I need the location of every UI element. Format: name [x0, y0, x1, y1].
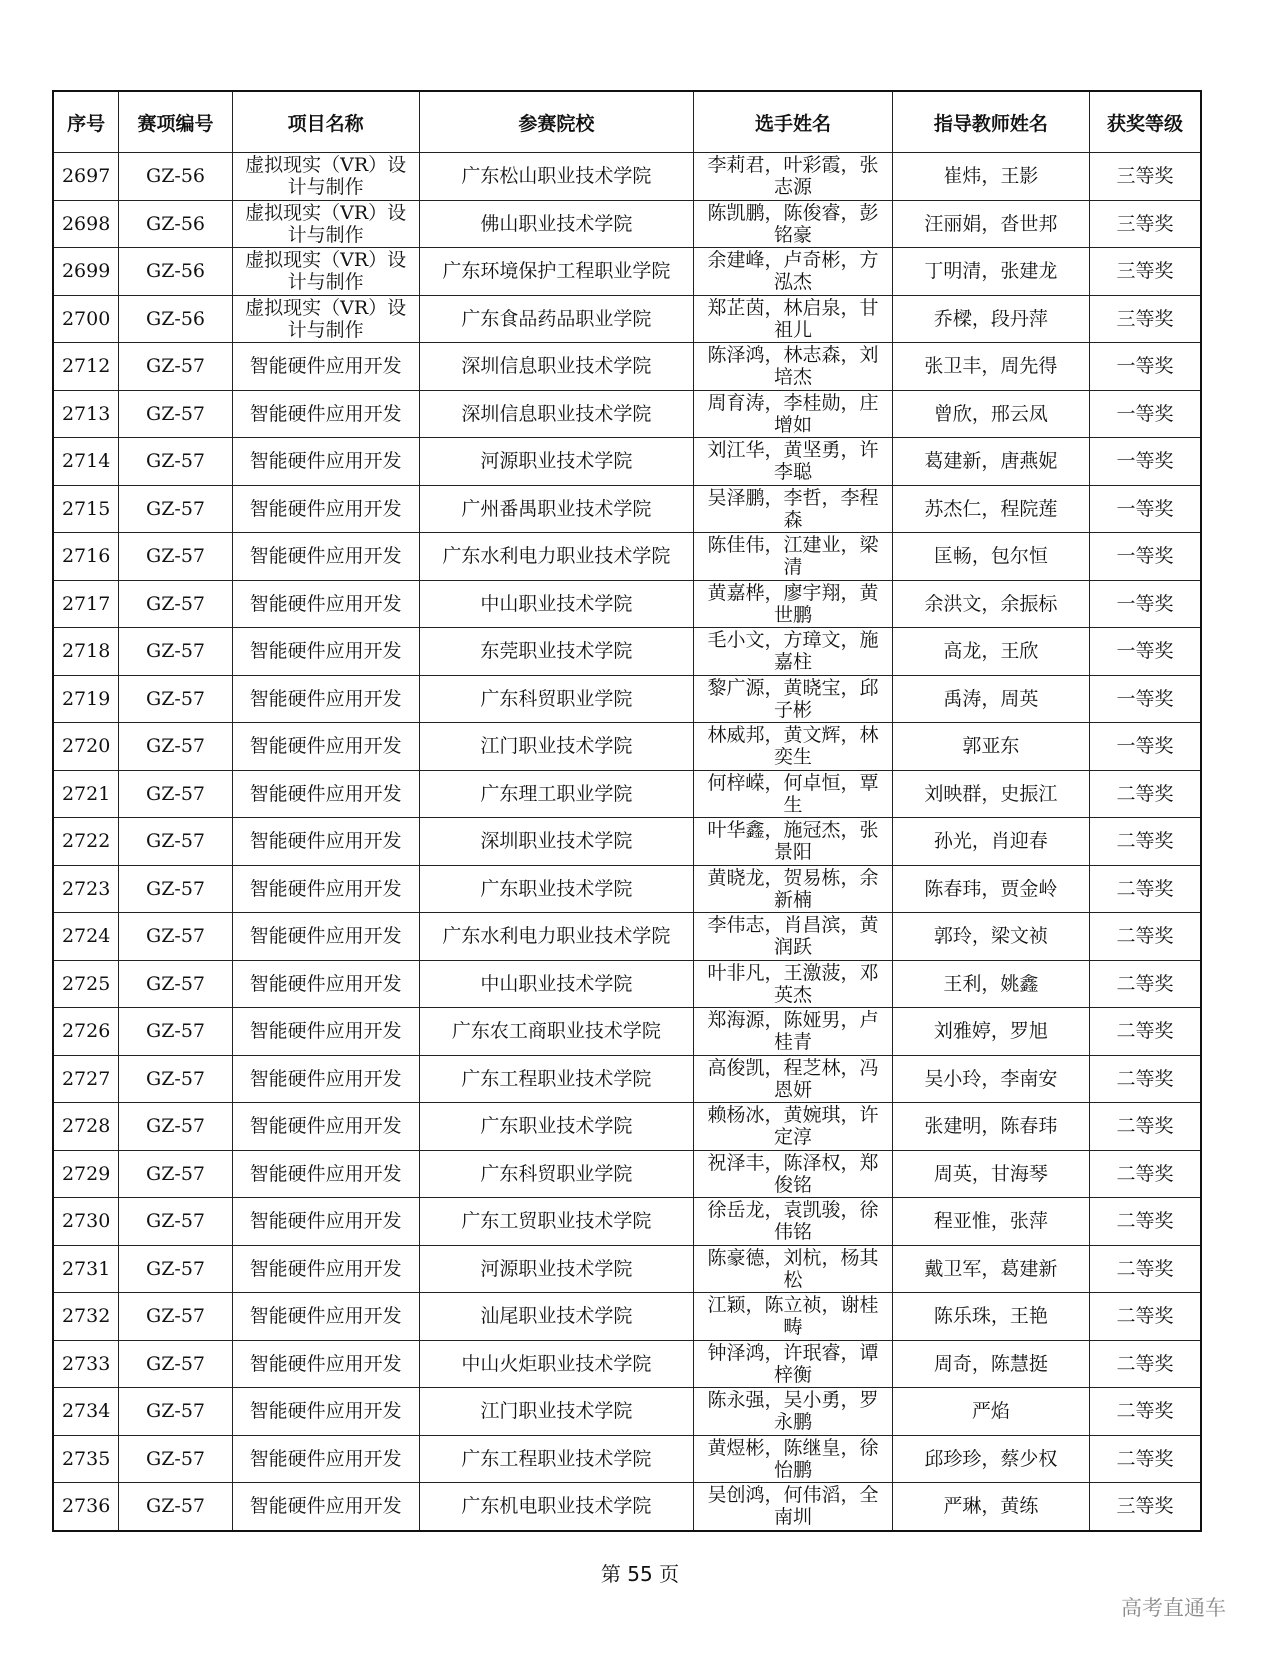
award-level-cell: 一等奖 [1090, 675, 1201, 723]
school-cell: 广东工贸职业技术学院 [419, 1198, 694, 1246]
project-name-cell: 智能硬件应用开发 [232, 1340, 419, 1388]
award-level-cell: 三等奖 [1090, 153, 1201, 201]
project-name-cell: 智能硬件应用开发 [232, 770, 419, 818]
event-code-cell: GZ-56 [119, 153, 233, 201]
school-cell: 广州番禺职业技术学院 [419, 485, 694, 533]
table-row [53, 675, 1201, 723]
instructors-cell: 周奇，陈慧挺 [892, 1340, 1089, 1388]
contestants-cell: 林威邦，黄文辉，林奕生 [694, 723, 892, 771]
project-name-cell: 虚拟现实（VR）设计与制作 [232, 295, 419, 343]
event-code-cell: GZ-57 [119, 723, 233, 771]
school-cell: 广东机电职业技术学院 [419, 1483, 694, 1531]
school-cell: 广东工程职业技术学院 [419, 1055, 694, 1103]
table-row [53, 295, 1201, 343]
award-level-cell: 一等奖 [1090, 628, 1201, 676]
instructors-cell: 曾欣，邢云凤 [892, 390, 1089, 438]
table-row [53, 485, 1201, 533]
table-row [53, 1103, 1201, 1151]
serial-cell: 2719 [53, 675, 119, 723]
project-name-cell: 智能硬件应用开发 [232, 960, 419, 1008]
project-name-cell: 智能硬件应用开发 [232, 485, 419, 533]
col-header-instructors: 指导教师姓名 [892, 91, 1089, 153]
serial-cell: 2721 [53, 770, 119, 818]
instructors-cell: 高龙，王欣 [892, 628, 1089, 676]
project-name-cell: 智能硬件应用开发 [232, 723, 419, 771]
award-level-cell: 二等奖 [1090, 1103, 1201, 1151]
award-level-cell: 二等奖 [1090, 1388, 1201, 1436]
instructors-cell: 余洪文，余振标 [892, 580, 1089, 628]
contestants-cell: 陈凯鹏，陈俊睿，彭铭豪 [694, 200, 892, 248]
school-cell: 广东理工职业学院 [419, 770, 694, 818]
serial-cell: 2715 [53, 485, 119, 533]
contestants-cell: 叶非凡，王激菠，邓英杰 [694, 960, 892, 1008]
award-level-cell: 三等奖 [1090, 200, 1201, 248]
serial-cell: 2713 [53, 390, 119, 438]
col-header-event-code: 赛项编号 [119, 91, 233, 153]
table-header-row [53, 91, 1201, 153]
table-row [53, 1245, 1201, 1293]
award-level-cell: 二等奖 [1090, 1150, 1201, 1198]
page-number: 第 55 页 [600, 1562, 680, 1586]
instructors-cell: 王利，姚鑫 [892, 960, 1089, 1008]
table-row [53, 1340, 1201, 1388]
project-name-cell: 智能硬件应用开发 [232, 1198, 419, 1246]
project-name-cell: 智能硬件应用开发 [232, 580, 419, 628]
serial-cell: 2726 [53, 1008, 119, 1056]
table-row [53, 770, 1201, 818]
serial-cell: 2698 [53, 200, 119, 248]
table-row [53, 818, 1201, 866]
table-row [53, 1435, 1201, 1483]
project-name-cell: 智能硬件应用开发 [232, 438, 419, 486]
project-name-cell: 智能硬件应用开发 [232, 1103, 419, 1151]
contestants-cell: 高俊凯，程芝林，冯恩妍 [694, 1055, 892, 1103]
table-row [53, 1150, 1201, 1198]
event-code-cell: GZ-57 [119, 580, 233, 628]
project-name-cell: 智能硬件应用开发 [232, 533, 419, 581]
instructors-cell: 孙光，肖迎春 [892, 818, 1089, 866]
instructors-cell: 郭亚东 [892, 723, 1089, 771]
school-cell: 广东科贸职业学院 [419, 1150, 694, 1198]
table-row [53, 1483, 1201, 1531]
school-cell: 佛山职业技术学院 [419, 200, 694, 248]
instructors-cell: 苏杰仁，程院莲 [892, 485, 1089, 533]
school-cell: 中山火炬职业技术学院 [419, 1340, 694, 1388]
instructors-cell: 刘映群，史振江 [892, 770, 1089, 818]
instructors-cell: 张卫丰，周先得 [892, 343, 1089, 391]
instructors-cell: 严焰 [892, 1388, 1089, 1436]
serial-cell: 2717 [53, 580, 119, 628]
contestants-cell: 陈豪德，刘杭，杨其松 [694, 1245, 892, 1293]
event-code-cell: GZ-57 [119, 1103, 233, 1151]
serial-cell: 2734 [53, 1388, 119, 1436]
contestants-cell: 李伟志，肖昌滨，黄润跃 [694, 913, 892, 961]
school-cell: 广东科贸职业学院 [419, 675, 694, 723]
table-row [53, 960, 1201, 1008]
table-body [53, 153, 1201, 1531]
event-code-cell: GZ-57 [119, 1245, 233, 1293]
project-name-cell: 智能硬件应用开发 [232, 675, 419, 723]
serial-cell: 2700 [53, 295, 119, 343]
school-cell: 深圳职业技术学院 [419, 818, 694, 866]
instructors-cell: 葛建新，唐燕妮 [892, 438, 1089, 486]
event-code-cell: GZ-57 [119, 770, 233, 818]
event-code-cell: GZ-57 [119, 533, 233, 581]
instructors-cell: 张建明，陈春玮 [892, 1103, 1089, 1151]
contestants-cell: 黎广源，黄晓宝，邱子彬 [694, 675, 892, 723]
col-header-contestants: 选手姓名 [694, 91, 892, 153]
award-level-cell: 二等奖 [1090, 1055, 1201, 1103]
table-row [53, 390, 1201, 438]
contestants-cell: 黄煜彬，陈继皇，徐怡鹏 [694, 1435, 892, 1483]
event-code-cell: GZ-57 [119, 1340, 233, 1388]
instructors-cell: 乔樑，段丹萍 [892, 295, 1089, 343]
award-level-cell: 三等奖 [1090, 295, 1201, 343]
contestants-cell: 钟泽鸿，许珉睿，谭梓衡 [694, 1340, 892, 1388]
award-level-cell: 二等奖 [1090, 1435, 1201, 1483]
serial-cell: 2723 [53, 865, 119, 913]
contestants-cell: 郑芷茵，林启泉，甘祖儿 [694, 295, 892, 343]
serial-cell: 2727 [53, 1055, 119, 1103]
table-row [53, 1008, 1201, 1056]
award-level-cell: 二等奖 [1090, 960, 1201, 1008]
instructors-cell: 陈春玮，贾金岭 [892, 865, 1089, 913]
school-cell: 河源职业技术学院 [419, 1245, 694, 1293]
instructors-cell: 丁明清，张建龙 [892, 248, 1089, 296]
project-name-cell: 虚拟现实（VR）设计与制作 [232, 200, 419, 248]
award-level-cell: 二等奖 [1090, 1008, 1201, 1056]
event-code-cell: GZ-57 [119, 913, 233, 961]
col-header-project-name: 项目名称 [232, 91, 419, 153]
event-code-cell: GZ-57 [119, 343, 233, 391]
contestants-cell: 何梓嵘，何卓恒，覃生 [694, 770, 892, 818]
table-row [53, 533, 1201, 581]
school-cell: 中山职业技术学院 [419, 960, 694, 1008]
serial-cell: 2718 [53, 628, 119, 676]
award-level-cell: 二等奖 [1090, 1245, 1201, 1293]
award-level-cell: 二等奖 [1090, 770, 1201, 818]
serial-cell: 2716 [53, 533, 119, 581]
event-code-cell: GZ-57 [119, 1293, 233, 1341]
contestants-cell: 徐岳龙，袁凯骏，徐伟铭 [694, 1198, 892, 1246]
serial-cell: 2724 [53, 913, 119, 961]
instructors-cell: 汪丽娟，沓世邦 [892, 200, 1089, 248]
instructors-cell: 戴卫军，葛建新 [892, 1245, 1089, 1293]
event-code-cell: GZ-57 [119, 818, 233, 866]
serial-cell: 2712 [53, 343, 119, 391]
col-header-school: 参赛院校 [419, 91, 694, 153]
award-level-cell: 一等奖 [1090, 485, 1201, 533]
table-row [53, 865, 1201, 913]
contestants-cell: 郑海源，陈娅男，卢桂青 [694, 1008, 892, 1056]
school-cell: 河源职业技术学院 [419, 438, 694, 486]
school-cell: 广东食品药品职业学院 [419, 295, 694, 343]
award-level-cell: 二等奖 [1090, 913, 1201, 961]
contestants-cell: 叶华鑫，施冠杰，张景阳 [694, 818, 892, 866]
serial-cell: 2736 [53, 1483, 119, 1531]
project-name-cell: 智能硬件应用开发 [232, 913, 419, 961]
award-level-cell: 三等奖 [1090, 248, 1201, 296]
event-code-cell: GZ-57 [119, 390, 233, 438]
event-code-cell: GZ-57 [119, 865, 233, 913]
instructors-cell: 程亚惟，张萍 [892, 1198, 1089, 1246]
serial-cell: 2729 [53, 1150, 119, 1198]
contestants-cell: 陈永强，吴小勇，罗永鹏 [694, 1388, 892, 1436]
project-name-cell: 智能硬件应用开发 [232, 1435, 419, 1483]
table-row [53, 153, 1201, 201]
event-code-cell: GZ-57 [119, 1055, 233, 1103]
contestants-cell: 吴泽鹏，李哲，李程森 [694, 485, 892, 533]
project-name-cell: 智能硬件应用开发 [232, 343, 419, 391]
instructors-cell: 严琳，黄练 [892, 1483, 1089, 1531]
table-row [53, 343, 1201, 391]
school-cell: 广东松山职业技术学院 [419, 153, 694, 201]
event-code-cell: GZ-57 [119, 675, 233, 723]
project-name-cell: 虚拟现实（VR）设计与制作 [232, 153, 419, 201]
watermark: 高考直通车 [1121, 1596, 1226, 1620]
award-table [52, 90, 1202, 1532]
serial-cell: 2728 [53, 1103, 119, 1151]
serial-cell: 2731 [53, 1245, 119, 1293]
contestants-cell: 江颖，陈立祯，谢桂畴 [694, 1293, 892, 1341]
contestants-cell: 李莉君，叶彩霞，张志源 [694, 153, 892, 201]
contestants-cell: 黄嘉桦，廖宇翔，黄世鹏 [694, 580, 892, 628]
event-code-cell: GZ-57 [119, 438, 233, 486]
school-cell: 广东职业技术学院 [419, 865, 694, 913]
serial-cell: 2722 [53, 818, 119, 866]
event-code-cell: GZ-56 [119, 295, 233, 343]
event-code-cell: GZ-57 [119, 1008, 233, 1056]
instructors-cell: 陈乐珠，王艳 [892, 1293, 1089, 1341]
instructors-cell: 吴小玲，李南安 [892, 1055, 1089, 1103]
instructors-cell: 崔炜，王影 [892, 153, 1089, 201]
serial-cell: 2725 [53, 960, 119, 1008]
event-code-cell: GZ-57 [119, 628, 233, 676]
contestants-cell: 余建峰，卢奇彬，方泓杰 [694, 248, 892, 296]
school-cell: 中山职业技术学院 [419, 580, 694, 628]
school-cell: 广东农工商职业技术学院 [419, 1008, 694, 1056]
project-name-cell: 智能硬件应用开发 [232, 1293, 419, 1341]
event-code-cell: GZ-57 [119, 960, 233, 1008]
event-code-cell: GZ-56 [119, 200, 233, 248]
award-level-cell: 一等奖 [1090, 533, 1201, 581]
instructors-cell: 邱珍珍，蔡少权 [892, 1435, 1089, 1483]
serial-cell: 2733 [53, 1340, 119, 1388]
school-cell: 深圳信息职业技术学院 [419, 390, 694, 438]
serial-cell: 2714 [53, 438, 119, 486]
table-row [53, 628, 1201, 676]
event-code-cell: GZ-57 [119, 1388, 233, 1436]
award-level-cell: 二等奖 [1090, 818, 1201, 866]
project-name-cell: 智能硬件应用开发 [232, 1388, 419, 1436]
instructors-cell: 匡畅，包尔恒 [892, 533, 1089, 581]
contestants-cell: 吴创鸿，何伟滔，全南圳 [694, 1483, 892, 1531]
project-name-cell: 智能硬件应用开发 [232, 390, 419, 438]
school-cell: 广东水利电力职业技术学院 [419, 913, 694, 961]
event-code-cell: GZ-57 [119, 485, 233, 533]
contestants-cell: 赖杨冰，黄婉琪，许定淳 [694, 1103, 892, 1151]
instructors-cell: 刘雅婷，罗旭 [892, 1008, 1089, 1056]
project-name-cell: 智能硬件应用开发 [232, 1483, 419, 1531]
serial-cell: 2699 [53, 248, 119, 296]
school-cell: 广东环境保护工程职业学院 [419, 248, 694, 296]
school-cell: 深圳信息职业技术学院 [419, 343, 694, 391]
table-row [53, 1293, 1201, 1341]
project-name-cell: 智能硬件应用开发 [232, 1245, 419, 1293]
table-row [53, 200, 1201, 248]
school-cell: 汕尾职业技术学院 [419, 1293, 694, 1341]
project-name-cell: 智能硬件应用开发 [232, 628, 419, 676]
instructors-cell: 周英，甘海琴 [892, 1150, 1089, 1198]
instructors-cell: 郭玲，梁文祯 [892, 913, 1089, 961]
col-header-serial: 序号 [53, 91, 119, 153]
event-code-cell: GZ-57 [119, 1198, 233, 1246]
award-level-cell: 一等奖 [1090, 390, 1201, 438]
project-name-cell: 智能硬件应用开发 [232, 865, 419, 913]
project-name-cell: 虚拟现实（VR）设计与制作 [232, 248, 419, 296]
school-cell: 广东水利电力职业技术学院 [419, 533, 694, 581]
serial-cell: 2732 [53, 1293, 119, 1341]
contestants-cell: 陈佳伟，江建业，梁清 [694, 533, 892, 581]
contestants-cell: 陈泽鸿，林志森，刘培杰 [694, 343, 892, 391]
serial-cell: 2735 [53, 1435, 119, 1483]
table-row [53, 580, 1201, 628]
project-name-cell: 智能硬件应用开发 [232, 1008, 419, 1056]
project-name-cell: 智能硬件应用开发 [232, 1055, 419, 1103]
contestants-cell: 黄晓龙，贺易栋，余新楠 [694, 865, 892, 913]
award-level-cell: 一等奖 [1090, 343, 1201, 391]
award-level-cell: 二等奖 [1090, 865, 1201, 913]
contestants-cell: 祝泽丰，陈泽权，郑俊铭 [694, 1150, 892, 1198]
table-row [53, 913, 1201, 961]
project-name-cell: 智能硬件应用开发 [232, 818, 419, 866]
table-row [53, 438, 1201, 486]
event-code-cell: GZ-56 [119, 248, 233, 296]
award-level-cell: 一等奖 [1090, 580, 1201, 628]
event-code-cell: GZ-57 [119, 1483, 233, 1531]
award-level-cell: 一等奖 [1090, 723, 1201, 771]
serial-cell: 2697 [53, 153, 119, 201]
school-cell: 广东职业技术学院 [419, 1103, 694, 1151]
school-cell: 江门职业技术学院 [419, 1388, 694, 1436]
col-header-award-level: 获奖等级 [1090, 91, 1201, 153]
table-row [53, 1388, 1201, 1436]
school-cell: 东莞职业技术学院 [419, 628, 694, 676]
contestants-cell: 刘江华，黄坚勇，许李聪 [694, 438, 892, 486]
school-cell: 江门职业技术学院 [419, 723, 694, 771]
serial-cell: 2720 [53, 723, 119, 771]
table-row [53, 248, 1201, 296]
event-code-cell: GZ-57 [119, 1435, 233, 1483]
table-row [53, 1055, 1201, 1103]
table-row [53, 1198, 1201, 1246]
contestants-cell: 毛小文，方璋文，施嘉柱 [694, 628, 892, 676]
award-level-cell: 二等奖 [1090, 1198, 1201, 1246]
table-row [53, 723, 1201, 771]
school-cell: 广东工程职业技术学院 [419, 1435, 694, 1483]
award-level-cell: 一等奖 [1090, 438, 1201, 486]
project-name-cell: 智能硬件应用开发 [232, 1150, 419, 1198]
award-level-cell: 二等奖 [1090, 1340, 1201, 1388]
award-level-cell: 二等奖 [1090, 1293, 1201, 1341]
event-code-cell: GZ-57 [119, 1150, 233, 1198]
serial-cell: 2730 [53, 1198, 119, 1246]
instructors-cell: 禹涛，周英 [892, 675, 1089, 723]
contestants-cell: 周育涛，李桂勋，庄增如 [694, 390, 892, 438]
award-level-cell: 三等奖 [1090, 1483, 1201, 1531]
